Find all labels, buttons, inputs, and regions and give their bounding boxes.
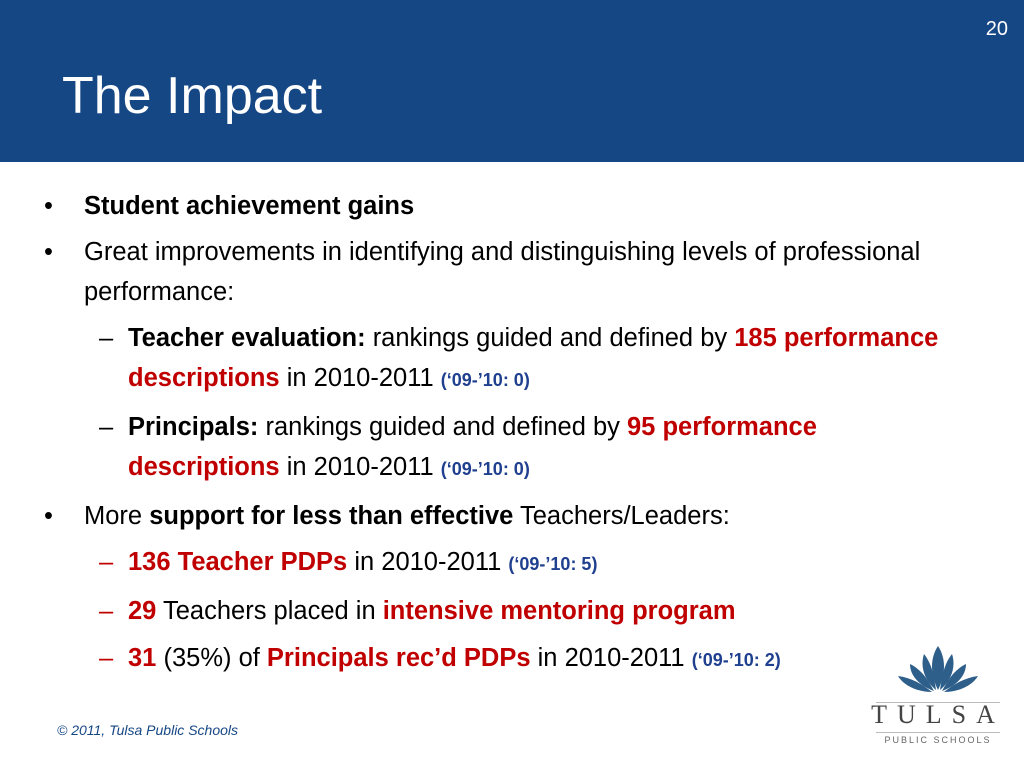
slide-title: The Impact	[62, 67, 323, 125]
bullet-achievement	[44, 186, 944, 226]
dash-marker: –	[99, 413, 114, 441]
logo-subtitle: PUBLIC SCHOOLS	[884, 735, 992, 745]
text: rankings guided and defined by	[365, 324, 735, 352]
text: Teachers placed in	[156, 597, 383, 625]
dash-marker: –	[99, 644, 114, 672]
logo-rule-bottom	[876, 732, 1000, 733]
sub-bullet-mentoring	[44, 591, 944, 631]
logo-name: TULSA	[871, 700, 1005, 729]
label: Teacher evaluation:	[128, 324, 366, 352]
bullet-marker: •	[44, 238, 53, 266]
title-bar	[0, 0, 1024, 162]
slide-content	[44, 186, 944, 687]
suffix: in 2010-2011	[530, 644, 692, 672]
text: in 2010-2011	[347, 548, 509, 576]
bullet-text: Student achievement gains	[84, 192, 415, 220]
suffix: Teachers/Leaders:	[513, 502, 730, 530]
highlight: 185 performance descriptions	[128, 324, 939, 392]
bullet-marker: •	[44, 192, 53, 220]
dash-marker: –	[99, 597, 114, 625]
sub-bullet-teacher-evaluation	[44, 318, 944, 400]
prior-year: (‘09-’10: 5)	[508, 554, 598, 574]
bullet-improvements	[44, 232, 944, 312]
dash-marker: –	[99, 324, 114, 352]
bold-text: support for less than effective	[149, 502, 514, 530]
copyright-footer: © 2011, Tulsa Public Schools	[57, 722, 239, 738]
suffix: in 2010-2011	[279, 453, 441, 481]
slide-number: 20	[985, 18, 1008, 40]
prior-year: (‘09-’10: 0)	[440, 459, 530, 479]
bullet-marker: •	[44, 502, 53, 530]
label: Principals:	[128, 413, 259, 441]
highlight: 95 performance descriptions	[128, 413, 817, 481]
highlight: 31	[128, 644, 157, 672]
text: (35%) of	[156, 644, 267, 672]
sub-bullet-teacher-pdps	[44, 542, 944, 584]
sub-bullet-principals	[44, 407, 944, 489]
tulsa-logo	[868, 644, 1008, 754]
prefix: More	[84, 502, 150, 530]
bullet-support	[44, 496, 944, 536]
prior-year: (‘09-’10: 0)	[440, 370, 530, 390]
highlight-2: Principals rec’d PDPs	[266, 644, 531, 672]
highlight: 29	[128, 597, 157, 625]
highlight: 136 Teacher PDPs	[128, 548, 348, 576]
prior-year: (‘09-’10: 2)	[691, 650, 781, 670]
lotus-icon	[868, 644, 1008, 698]
highlight-2: intensive mentoring program	[382, 597, 736, 625]
suffix: in 2010-2011	[279, 364, 441, 392]
dash-marker: –	[99, 548, 114, 576]
sub-bullet-principal-pdps	[44, 638, 944, 680]
text: rankings guided and defined by	[258, 413, 627, 441]
bullet-text: Great improvements in identifying and distinguishing levels of professional performance:	[84, 238, 921, 306]
